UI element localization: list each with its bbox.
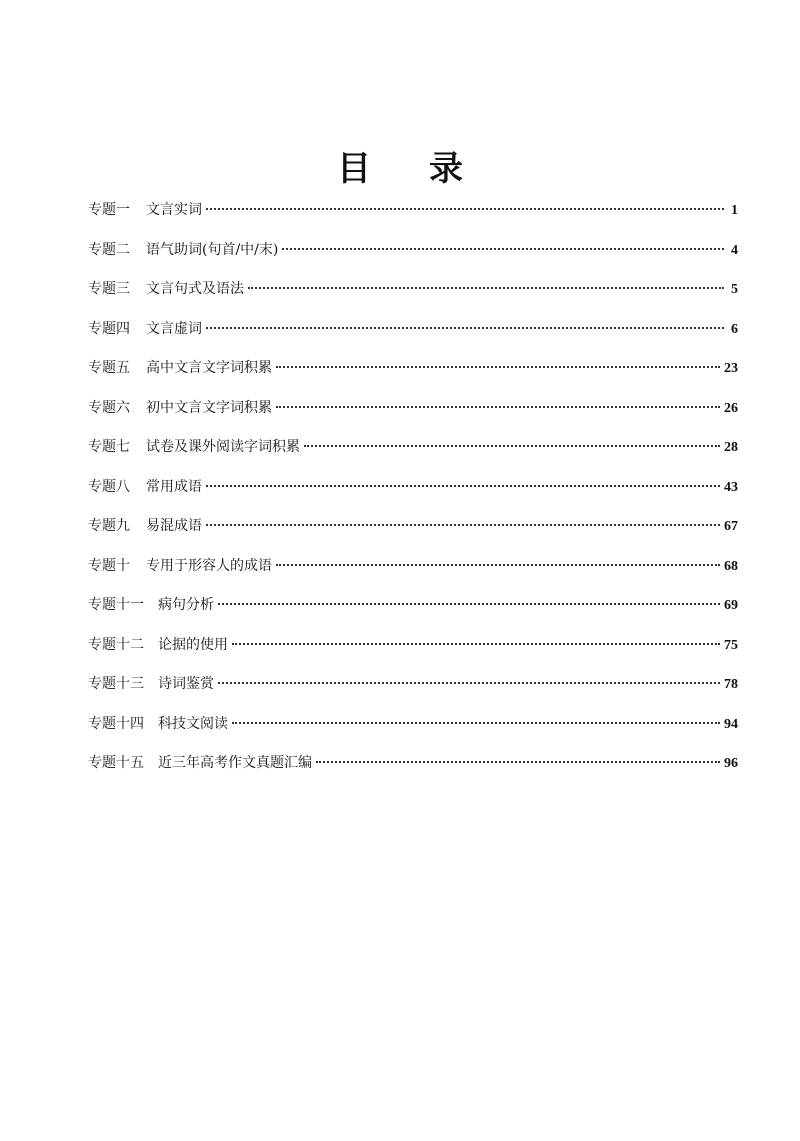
toc-dot-leader [276, 366, 720, 368]
toc-entry-number: 专题五 [88, 360, 130, 376]
page-title-char-1: 目 [337, 148, 371, 189]
toc-entry-title: 试卷及课外阅读字词积累 [146, 439, 300, 455]
toc-entry-number: 专题十 [88, 557, 130, 574]
toc-dot-leader [316, 761, 720, 763]
toc-entry-number: 专题十三 [88, 676, 144, 692]
toc-entry-number: 专题二 [88, 241, 130, 258]
toc-entry-page: 94 [724, 716, 738, 732]
toc-dot-leader [206, 524, 720, 526]
toc-entry-title: 文言实词 [146, 202, 202, 218]
toc-entry-title: 论据的使用 [158, 636, 228, 653]
toc-entry-number: 专题三 [88, 281, 130, 297]
toc-dot-leader [218, 682, 720, 684]
toc-entry-number: 专题七 [88, 439, 130, 455]
toc-dot-leader [282, 248, 724, 250]
toc-entry-2[interactable] [88, 236, 738, 276]
toc-entry-title: 初中文言文字词积累 [146, 399, 272, 416]
toc-entry-title: 专用于形容人的成语 [146, 557, 272, 574]
toc-entry-title: 语气助词(句首/中/末) [146, 241, 279, 258]
toc-dot-leader [232, 722, 720, 724]
toc-entry-number: 专题十五 [88, 755, 144, 771]
toc-dot-leader [206, 327, 724, 329]
toc-entry-page: 68 [724, 558, 738, 574]
table-of-contents [88, 196, 738, 789]
page-title [0, 149, 800, 189]
toc-dot-leader [206, 485, 720, 487]
toc-entry-8[interactable] [88, 473, 738, 513]
page-title-char-2: 录 [429, 148, 463, 189]
toc-entry-number: 专题十二 [88, 636, 144, 653]
toc-entry-number: 专题十一 [88, 597, 144, 613]
toc-entry-page: 67 [724, 519, 738, 534]
toc-entry-number: 专题八 [88, 478, 130, 495]
toc-entry-12[interactable] [88, 631, 738, 671]
toc-entry-title: 易混成语 [146, 518, 202, 534]
toc-dot-leader [248, 287, 724, 289]
toc-entry-3[interactable] [88, 275, 738, 315]
toc-dot-leader [218, 603, 720, 605]
toc-entry-page: 96 [724, 756, 738, 771]
toc-entry-page: 6 [731, 321, 738, 337]
toc-entry-number: 专题四 [88, 320, 130, 337]
toc-entry-page: 23 [724, 361, 738, 376]
toc-entry-14[interactable] [88, 710, 738, 750]
toc-entry-page: 28 [724, 440, 738, 455]
toc-entry-5[interactable] [88, 354, 738, 394]
toc-entry-page: 1 [731, 203, 738, 218]
toc-entry-7[interactable] [88, 433, 738, 473]
toc-entry-title: 常用成语 [146, 478, 202, 495]
toc-entry-title: 近三年高考作文真题汇编 [158, 755, 312, 771]
toc-entry-page: 43 [724, 479, 738, 495]
toc-entry-page: 75 [724, 637, 738, 653]
toc-entry-page: 4 [731, 242, 738, 258]
toc-entry-number: 专题十四 [88, 715, 144, 732]
toc-entry-11[interactable] [88, 591, 738, 631]
toc-entry-page: 78 [724, 677, 738, 692]
toc-entry-number: 专题一 [88, 202, 130, 218]
toc-entry-number: 专题六 [88, 399, 130, 416]
toc-dot-leader [276, 406, 720, 408]
toc-entry-15[interactable] [88, 749, 738, 789]
toc-entry-title: 文言句式及语法 [146, 281, 244, 297]
toc-entry-13[interactable] [88, 670, 738, 710]
toc-entry-6[interactable] [88, 394, 738, 434]
toc-entry-number: 专题九 [88, 518, 130, 534]
toc-entry-page: 26 [724, 400, 738, 416]
toc-entry-title: 高中文言文字词积累 [146, 360, 272, 376]
toc-entry-title: 诗词鉴赏 [158, 676, 214, 692]
toc-entry-page: 69 [724, 598, 738, 613]
toc-entry-10[interactable] [88, 552, 738, 592]
toc-entry-title: 病句分析 [158, 597, 214, 613]
toc-entry-1[interactable] [88, 196, 738, 236]
toc-entry-4[interactable] [88, 315, 738, 355]
toc-entry-title: 文言虚词 [146, 320, 202, 337]
toc-entry-title: 科技文阅读 [158, 715, 228, 732]
toc-entry-page: 5 [731, 282, 738, 297]
toc-entry-9[interactable] [88, 512, 738, 552]
toc-dot-leader [276, 564, 720, 566]
toc-dot-leader [304, 445, 720, 447]
toc-dot-leader [206, 208, 724, 210]
toc-dot-leader [232, 643, 720, 645]
